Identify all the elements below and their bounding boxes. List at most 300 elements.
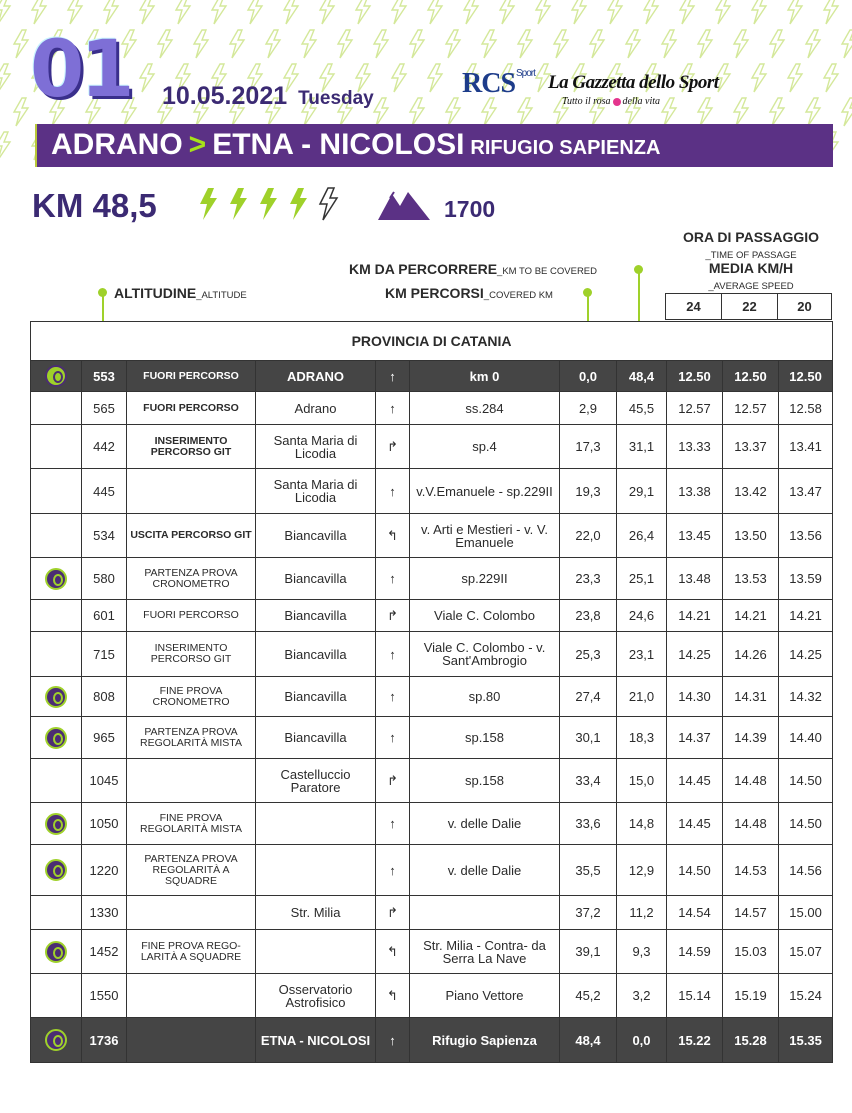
direction-cell: ↑ — [376, 717, 410, 759]
time-22-cell: 13.50 — [723, 514, 779, 558]
bg-bolt-icon — [590, 30, 604, 58]
bg-bolt-icon — [572, 0, 586, 24]
bg-bolt-icon — [788, 64, 802, 92]
timer-finish-icon — [45, 686, 67, 708]
km-done-cell: 33,4 — [560, 759, 617, 803]
row-icon-cell — [31, 600, 82, 632]
time-22-cell: 15.19 — [723, 974, 779, 1018]
time-24-cell: 14.50 — [667, 845, 723, 896]
altitude-cell: 442 — [82, 425, 127, 469]
altitude-cell: 1045 — [82, 759, 127, 803]
bg-bolt-icon — [518, 98, 532, 126]
bg-bolt-icon — [32, 0, 46, 24]
road-cell: sp.158 — [410, 717, 560, 759]
table-row — [31, 425, 833, 469]
road-cell: Viale C. Colombo - v. Sant'Ambrogio — [410, 632, 560, 677]
row-icon-cell — [31, 759, 82, 803]
weekday: Tuesday — [298, 88, 374, 109]
row-icon-cell — [31, 392, 82, 425]
km-done-cell: 35,5 — [560, 845, 617, 896]
altitude-cell: 1452 — [82, 930, 127, 974]
bg-bolt-icon — [464, 0, 478, 24]
description-cell: INSERIMENTO PERCORSO GIT — [127, 425, 256, 469]
place-cell: ADRANO — [256, 361, 376, 392]
bg-bolt-icon — [356, 0, 370, 24]
bg-bolt-icon — [554, 30, 568, 58]
bg-bolt-icon — [194, 30, 208, 58]
bg-bolt-icon — [536, 0, 550, 24]
row-icon-cell — [31, 803, 82, 845]
time-24-cell: 14.59 — [667, 930, 723, 974]
km-done-cell: 23,8 — [560, 600, 617, 632]
bg-bolt-icon — [626, 30, 640, 58]
road-cell: sp.229II — [410, 558, 560, 600]
time-20-cell: 15.24 — [779, 974, 833, 1018]
bg-bolt-icon — [770, 30, 784, 58]
time-22-cell: 14.26 — [723, 632, 779, 677]
table-row — [31, 392, 833, 425]
speed-header: MEDIA KM/H _AVERAGE SPEED — [708, 260, 794, 292]
road-cell: sp.4 — [410, 425, 560, 469]
bg-bolt-icon — [806, 30, 820, 58]
bg-bolt-icon — [392, 0, 406, 24]
direction-cell: ↱ — [376, 896, 410, 930]
bolt-filled-icon — [200, 188, 217, 220]
description-cell — [127, 469, 256, 514]
bg-bolt-icon — [140, 0, 154, 24]
bg-bolt-icon — [0, 132, 10, 160]
km-left-cell: 12,9 — [617, 845, 667, 896]
regularity-start-icon — [45, 727, 67, 749]
km-done-cell: 48,4 — [560, 1018, 617, 1063]
km-left-cell: 11,2 — [617, 896, 667, 930]
finish-icon — [45, 1029, 67, 1051]
bg-bolt-icon — [446, 30, 460, 58]
road-cell: ss.284 — [410, 392, 560, 425]
bg-bolt-icon — [500, 0, 514, 24]
direction-cell: ↱ — [376, 425, 410, 469]
direction-cell: ↑ — [376, 803, 410, 845]
bolt-empty-icon — [320, 188, 337, 220]
km-to-go-header: KM DA PERCORRERE_KM TO BE COVERED — [349, 261, 598, 277]
description-cell — [127, 759, 256, 803]
bg-bolt-icon — [824, 64, 838, 92]
direction-cell: ↱ — [376, 759, 410, 803]
table-row — [31, 717, 833, 759]
bg-bolt-icon — [446, 98, 460, 126]
direction-cell: ↑ — [376, 361, 410, 392]
bg-bolt-icon — [752, 64, 766, 92]
road-cell: sp.80 — [410, 677, 560, 717]
description-cell — [127, 974, 256, 1018]
place-cell: Adrano — [256, 392, 376, 425]
km-left-cell: 9,3 — [617, 930, 667, 974]
route-from: ADRANO — [51, 128, 183, 161]
time-24-cell: 14.54 — [667, 896, 723, 930]
road-cell: Str. Milia - Contra- da Serra La Nave — [410, 930, 560, 974]
altitude-cell: 1050 — [82, 803, 127, 845]
bg-bolt-icon — [842, 30, 852, 58]
row-icon-cell — [31, 974, 82, 1018]
bg-bolt-icon — [230, 30, 244, 58]
table-row — [31, 930, 833, 974]
km-to-go-leader — [638, 273, 640, 321]
date: 10.05.2021 — [162, 82, 288, 110]
table-row — [31, 896, 833, 930]
bg-bolt-icon — [482, 30, 496, 58]
road-cell: v. Arti e Mestieri - v. V. Emanuele — [410, 514, 560, 558]
altitude-cell: 565 — [82, 392, 127, 425]
bg-bolt-icon — [662, 30, 676, 58]
row-icon-cell — [31, 361, 82, 392]
altitude-cell: 534 — [82, 514, 127, 558]
km-left-cell: 31,1 — [617, 425, 667, 469]
regularity-finish-icon — [45, 813, 67, 835]
km-left-cell: 14,8 — [617, 803, 667, 845]
place-cell: Biancavilla — [256, 717, 376, 759]
bg-bolt-icon — [428, 0, 442, 24]
km-done-cell: 27,4 — [560, 677, 617, 717]
speed-24: 24 — [665, 293, 722, 320]
time-20-cell: 14.40 — [779, 717, 833, 759]
time-22-cell: 13.37 — [723, 425, 779, 469]
roadbook-table — [30, 321, 833, 1063]
time-22-cell: 13.42 — [723, 469, 779, 514]
km-done-leader — [587, 296, 589, 321]
place-cell — [256, 845, 376, 896]
bg-bolt-icon — [0, 64, 10, 92]
road-cell: v. delle Dalie — [410, 803, 560, 845]
table-row — [31, 803, 833, 845]
team-finish-icon — [45, 941, 67, 963]
time-24-cell: 13.48 — [667, 558, 723, 600]
description-cell: INSERIMENTO PERCORSO GIT — [127, 632, 256, 677]
place-cell: Santa Maria di Licodia — [256, 469, 376, 514]
gazzetta-tagline: Tutto il rosa della vita — [562, 96, 661, 107]
altitude-cell: 808 — [82, 677, 127, 717]
km-left-cell: 26,4 — [617, 514, 667, 558]
km-done-cell: 30,1 — [560, 717, 617, 759]
km-left-cell: 48,4 — [617, 361, 667, 392]
description-cell: PARTENZA PROVA REGOLARITÀ MISTA — [127, 717, 256, 759]
bg-bolt-icon — [734, 98, 748, 126]
bg-bolt-icon — [14, 30, 28, 58]
time-20-cell: 13.56 — [779, 514, 833, 558]
time-22-cell: 15.28 — [723, 1018, 779, 1063]
time-20-cell: 14.50 — [779, 759, 833, 803]
time-20-cell: 15.07 — [779, 930, 833, 974]
direction-cell: ↑ — [376, 392, 410, 425]
bolt-filled-icon — [230, 188, 247, 220]
time-22-cell: 14.48 — [723, 803, 779, 845]
time-20-cell: 14.50 — [779, 803, 833, 845]
bg-bolt-icon — [14, 98, 28, 126]
km-left-cell: 23,1 — [617, 632, 667, 677]
place-cell: Castelluccio Paratore — [256, 759, 376, 803]
table-row — [31, 514, 833, 558]
direction-cell: ↑ — [376, 469, 410, 514]
stage-date — [162, 82, 374, 111]
difficulty-rating — [198, 186, 348, 222]
bg-bolt-icon — [608, 0, 622, 24]
time-24-cell: 15.14 — [667, 974, 723, 1018]
bg-bolt-icon — [320, 0, 334, 24]
time-22-cell: 14.57 — [723, 896, 779, 930]
bg-bolt-icon — [698, 98, 712, 126]
road-cell: v. delle Dalie — [410, 845, 560, 896]
bg-bolt-icon — [266, 30, 280, 58]
km-left-cell: 3,2 — [617, 974, 667, 1018]
time-20-cell: 13.47 — [779, 469, 833, 514]
table-row — [31, 759, 833, 803]
altitude-cell: 553 — [82, 361, 127, 392]
bg-bolt-icon — [104, 0, 118, 24]
time-22-cell: 15.03 — [723, 930, 779, 974]
row-icon-cell — [31, 845, 82, 896]
timer-start-icon — [45, 568, 67, 590]
time-20-cell: 12.50 — [779, 361, 833, 392]
row-icon-cell — [31, 632, 82, 677]
direction-cell: ↑ — [376, 632, 410, 677]
direction-cell: ↰ — [376, 514, 410, 558]
time-24-cell: 14.21 — [667, 600, 723, 632]
road-cell — [410, 896, 560, 930]
altitude-header: ALTITUDINE_ALTITUDE — [114, 285, 247, 301]
km-done-cell: 45,2 — [560, 974, 617, 1018]
altitude-cell: 1736 — [82, 1018, 127, 1063]
direction-cell: ↑ — [376, 845, 410, 896]
route-title-bar — [35, 124, 833, 167]
row-icon-cell — [31, 930, 82, 974]
km-done-cell: 0,0 — [560, 361, 617, 392]
altitude-cell: 580 — [82, 558, 127, 600]
row-icon-cell — [31, 425, 82, 469]
km-left-cell: 45,5 — [617, 392, 667, 425]
direction-cell: ↰ — [376, 974, 410, 1018]
row-icon-cell — [31, 677, 82, 717]
direction-cell: ↱ — [376, 600, 410, 632]
bg-bolt-icon — [410, 30, 424, 58]
time-20-cell: 15.35 — [779, 1018, 833, 1063]
time-22-cell: 14.48 — [723, 759, 779, 803]
time-20-cell: 13.59 — [779, 558, 833, 600]
km-done-cell: 37,2 — [560, 896, 617, 930]
km-left-cell: 25,1 — [617, 558, 667, 600]
place-cell: Biancavilla — [256, 558, 376, 600]
description-cell: USCITA PERCORSO GIT — [127, 514, 256, 558]
time-22-cell: 12.57 — [723, 392, 779, 425]
bg-bolt-icon — [374, 30, 388, 58]
description-cell: FINE PROVA CRONOMETRO — [127, 677, 256, 717]
row-icon-cell — [31, 1018, 82, 1063]
road-cell: Piano Vettore — [410, 974, 560, 1018]
time-24-cell: 14.45 — [667, 803, 723, 845]
altitude-leader — [102, 296, 104, 321]
time-24-cell: 12.50 — [667, 361, 723, 392]
description-cell — [127, 1018, 256, 1063]
stage-number: 01 — [30, 25, 131, 115]
km-done-cell: 39,1 — [560, 930, 617, 974]
description-cell: PARTENZA PROVA CRONOMETRO — [127, 558, 256, 600]
km-done-cell: 2,9 — [560, 392, 617, 425]
row-icon-cell — [31, 558, 82, 600]
description-cell — [127, 896, 256, 930]
table-row — [31, 600, 833, 632]
bg-bolt-icon — [338, 30, 352, 58]
time-24-cell: 14.25 — [667, 632, 723, 677]
place-cell: Biancavilla — [256, 632, 376, 677]
km-left-cell: 15,0 — [617, 759, 667, 803]
altitude-cell: 715 — [82, 632, 127, 677]
time-22-cell: 14.31 — [723, 677, 779, 717]
table-row — [31, 632, 833, 677]
place-cell: Osservatorio Astrofisico — [256, 974, 376, 1018]
bg-bolt-icon — [140, 64, 154, 92]
table-row — [31, 558, 833, 600]
bg-bolt-icon — [374, 98, 388, 126]
bg-bolt-icon — [410, 98, 424, 126]
km-left-cell: 0,0 — [617, 1018, 667, 1063]
time-24-cell: 14.45 — [667, 759, 723, 803]
time-24-cell: 13.38 — [667, 469, 723, 514]
bg-bolt-icon — [68, 0, 82, 24]
time-20-cell: 14.21 — [779, 600, 833, 632]
bg-bolt-icon — [284, 0, 298, 24]
table-row — [31, 677, 833, 717]
bg-bolt-icon — [680, 0, 694, 24]
row-icon-cell — [31, 514, 82, 558]
description-cell: FUORI PERCORSO — [127, 600, 256, 632]
bg-bolt-icon — [824, 0, 838, 24]
altitude-cell: 445 — [82, 469, 127, 514]
bg-bolt-icon — [158, 30, 172, 58]
start-icon — [45, 365, 67, 387]
time-24-cell: 15.22 — [667, 1018, 723, 1063]
road-cell: v.V.Emanuele - sp.229II — [410, 469, 560, 514]
bolt-filled-icon — [290, 188, 307, 220]
route-subtitle: RIFUGIO SAPIENZA — [470, 137, 661, 159]
bg-bolt-icon — [176, 0, 190, 24]
direction-cell: ↰ — [376, 930, 410, 974]
stage-distance: KM 48,5 — [32, 187, 157, 224]
table-row — [31, 845, 833, 896]
direction-cell: ↑ — [376, 677, 410, 717]
km-done-cell: 17,3 — [560, 425, 617, 469]
road-cell: sp.158 — [410, 759, 560, 803]
description-cell: FUORI PERCORSO — [127, 361, 256, 392]
km-done-header: KM PERCORSI_COVERED KM — [385, 285, 553, 301]
bg-bolt-icon — [212, 0, 226, 24]
km-left-cell: 24,6 — [617, 600, 667, 632]
altitude-cell: 1220 — [82, 845, 127, 896]
place-cell: Biancavilla — [256, 677, 376, 717]
time-header: ORA DI PASSAGGIO _TIME OF PASSAGE — [682, 229, 820, 261]
route-separator: > — [188, 128, 207, 161]
km-left-cell: 29,1 — [617, 469, 667, 514]
time-22-cell: 13.53 — [723, 558, 779, 600]
max-altitude: 1700 — [444, 196, 496, 222]
bg-bolt-icon — [806, 98, 820, 126]
bg-bolt-icon — [788, 0, 802, 24]
time-20-cell: 14.25 — [779, 632, 833, 677]
km-done-cell: 19,3 — [560, 469, 617, 514]
time-20-cell: 13.41 — [779, 425, 833, 469]
time-24-cell: 14.37 — [667, 717, 723, 759]
bg-bolt-icon — [518, 30, 532, 58]
gazzetta-logo: La Gazzetta dello Sport — [548, 72, 719, 93]
time-24-cell: 14.30 — [667, 677, 723, 717]
row-icon-cell — [31, 469, 82, 514]
km-done-cell: 22,0 — [560, 514, 617, 558]
place-cell: Santa Maria di Licodia — [256, 425, 376, 469]
time-24-cell: 13.45 — [667, 514, 723, 558]
row-icon-cell — [31, 896, 82, 930]
time-20-cell: 14.56 — [779, 845, 833, 896]
bg-bolt-icon — [752, 0, 766, 24]
bolt-filled-icon — [260, 188, 277, 220]
description-cell: FINE PROVA REGOLARITÀ MISTA — [127, 803, 256, 845]
direction-cell: ↑ — [376, 1018, 410, 1063]
bg-bolt-icon — [662, 98, 676, 126]
bg-bolt-icon — [428, 64, 442, 92]
bg-bolt-icon — [644, 0, 658, 24]
bg-bolt-icon — [482, 98, 496, 126]
road-cell: km 0 — [410, 361, 560, 392]
altitude-cell: 601 — [82, 600, 127, 632]
route-to: ETNA - NICOLOSI — [212, 128, 465, 161]
table-row — [31, 974, 833, 1018]
bg-bolt-icon — [0, 0, 10, 24]
km-done-cell: 33,6 — [560, 803, 617, 845]
direction-cell: ↑ — [376, 558, 410, 600]
road-cell: Viale C. Colombo — [410, 600, 560, 632]
bg-bolt-icon — [842, 98, 852, 126]
bg-bolt-icon — [302, 30, 316, 58]
altitude-cell: 1550 — [82, 974, 127, 1018]
place-cell: Biancavilla — [256, 600, 376, 632]
km-done-cell: 23,3 — [560, 558, 617, 600]
province-header: PROVINCIA DI CATANIA — [31, 322, 833, 361]
rcs-sport-logo: $RCS^{Sport}$ — [462, 68, 535, 99]
altitude-cell: 965 — [82, 717, 127, 759]
description-cell: PARTENZA PROVA REGOLARITÀ A SQUADRE — [127, 845, 256, 896]
time-24-cell: 12.57 — [667, 392, 723, 425]
km-left-cell: 21,0 — [617, 677, 667, 717]
team-start-icon — [45, 859, 67, 881]
bg-bolt-icon — [716, 0, 730, 24]
table-row — [31, 361, 833, 392]
km-left-cell: 18,3 — [617, 717, 667, 759]
time-22-cell: 12.50 — [723, 361, 779, 392]
time-22-cell: 14.21 — [723, 600, 779, 632]
bg-bolt-icon — [734, 30, 748, 58]
row-icon-cell — [31, 717, 82, 759]
km-done-cell: 25,3 — [560, 632, 617, 677]
time-20-cell: 14.32 — [779, 677, 833, 717]
place-cell — [256, 930, 376, 974]
description-cell: FUORI PERCORSO — [127, 392, 256, 425]
time-22-cell: 14.39 — [723, 717, 779, 759]
bg-bolt-icon — [392, 64, 406, 92]
time-20-cell: 15.00 — [779, 896, 833, 930]
bg-bolt-icon — [770, 98, 784, 126]
place-cell: Biancavilla — [256, 514, 376, 558]
bg-bolt-icon — [698, 30, 712, 58]
place-cell: Str. Milia — [256, 896, 376, 930]
description-cell: FINE PROVA REGO- LARITÀ A SQUADRE — [127, 930, 256, 974]
time-20-cell: 12.58 — [779, 392, 833, 425]
time-24-cell: 13.33 — [667, 425, 723, 469]
